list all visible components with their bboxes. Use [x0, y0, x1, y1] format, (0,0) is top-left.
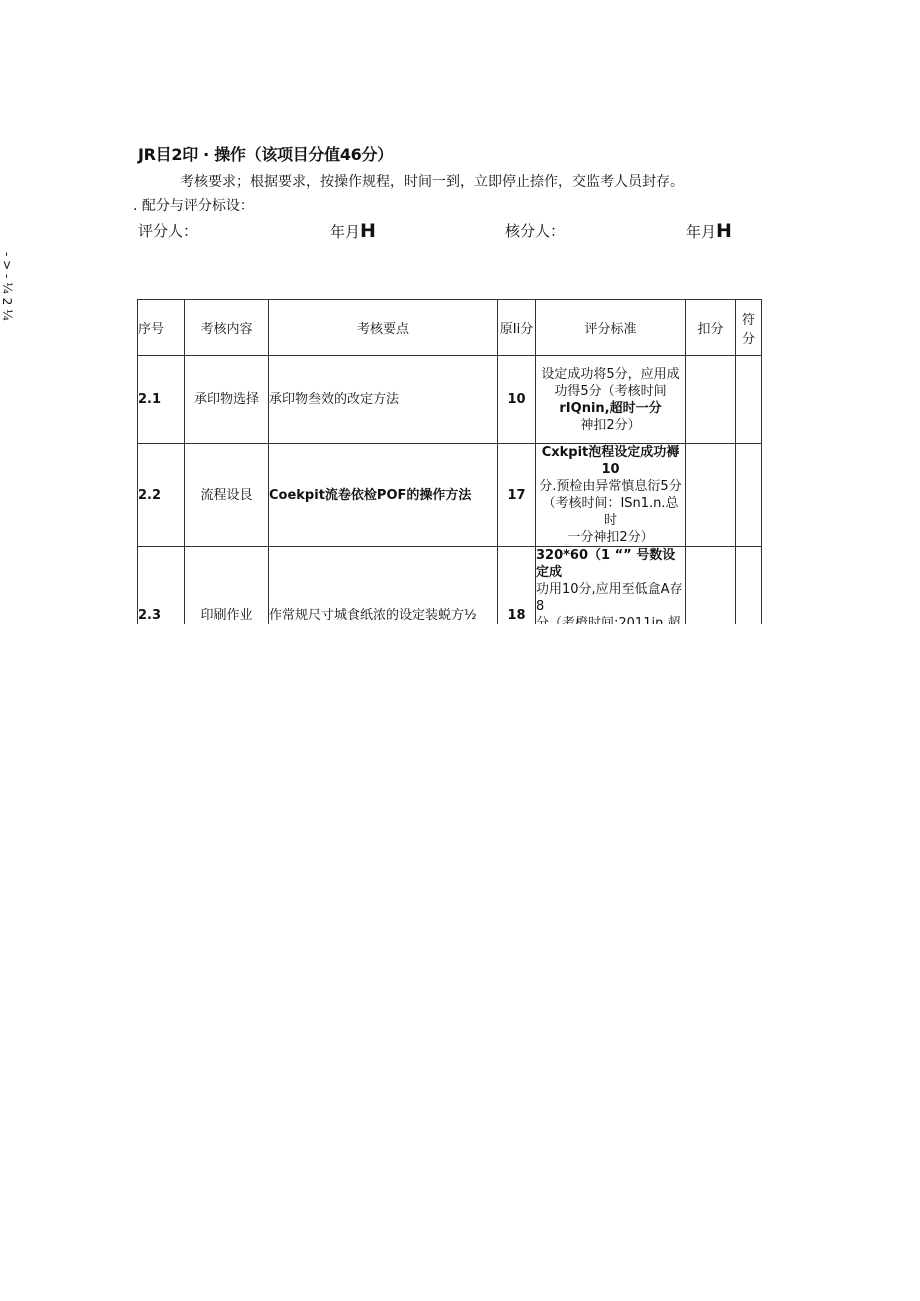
criteria-line: （考核时间：ISn1.n.总时 — [542, 496, 679, 528]
row-score: 18 — [498, 547, 536, 684]
row-seq: 2.3 — [138, 547, 185, 684]
row-points: 作常规尺寸城食纸浓的设定装蜕方½ — [269, 547, 498, 684]
criteria-line: Cxkpit泡程设定成功褥10 — [541, 445, 680, 477]
row-content: 印刷作业 — [185, 547, 269, 684]
table-row — [138, 356, 762, 444]
header-seq: 序号 — [138, 300, 185, 356]
criteria-line: 一分神扣2分） — [567, 530, 654, 545]
checker-date — [686, 220, 732, 242]
row-points: 承印物叁效的改定方法 — [269, 356, 498, 444]
criteria-line: 功用10分,应用至低盒A存8 — [536, 582, 683, 614]
row-content: 承印物选择 — [185, 356, 269, 444]
header-final: 符分 — [736, 300, 762, 356]
criteria-line: 分.预检由异常慎息衍5分 — [539, 479, 682, 494]
row-content: 流程设艮 — [185, 444, 269, 547]
table-row — [138, 444, 762, 547]
row-deduct — [686, 356, 736, 444]
row-deduct — [686, 444, 736, 547]
row-points: Coekpit流卷依检POF的操作方法 — [269, 444, 498, 547]
criteria-line: 神扣2分） — [580, 417, 641, 433]
assessment-requirement: 考核要求；根据要求，按操作规程，时间一到，立即停止捺作，交监考人员封存。 — [180, 174, 684, 190]
header-content: 考核内容 — [185, 300, 269, 356]
header-criteria: 评分标准 — [536, 300, 686, 356]
header-points: 考核要点 — [269, 300, 498, 356]
row-score: 10 — [498, 356, 536, 444]
checker-date-text: 年月 — [686, 223, 717, 241]
page-blank-area — [0, 624, 920, 1301]
scorer-date-text: 年月 — [330, 223, 361, 241]
header-deduct: 扣分 — [686, 300, 736, 356]
scorer-label: 评分人： — [138, 222, 199, 240]
row-final — [736, 444, 762, 547]
margin-note: - > - ¼ 2 ¼ — [0, 252, 14, 321]
row-criteria — [536, 356, 686, 444]
scorer-date — [330, 220, 376, 242]
row-criteria — [536, 444, 686, 547]
checker-date-mark: H — [716, 220, 732, 242]
scorer-date-mark: H — [360, 220, 376, 242]
criteria-line: rIQnin,超时一分 — [559, 400, 662, 416]
criteria-line: 设定成功将5分，应用成 — [541, 366, 680, 382]
row-seq: 2.2 — [138, 444, 185, 547]
row-score: 17 — [498, 444, 536, 547]
table-header-row — [138, 300, 762, 356]
checker-label: 核分人： — [505, 222, 566, 240]
row-final — [736, 356, 762, 444]
section-title: JR目2印 · 操作（该项目分值46分） — [138, 145, 393, 164]
scoring-subheading: . 配分与评分标设： — [133, 198, 254, 214]
criteria-line: 功得5分（考核时间 — [554, 383, 667, 399]
criteria-line: 320*60（1 “” 号数设定成 — [536, 548, 676, 580]
row-seq: 2.1 — [138, 356, 185, 444]
header-score: 原Ii分 — [498, 300, 536, 356]
